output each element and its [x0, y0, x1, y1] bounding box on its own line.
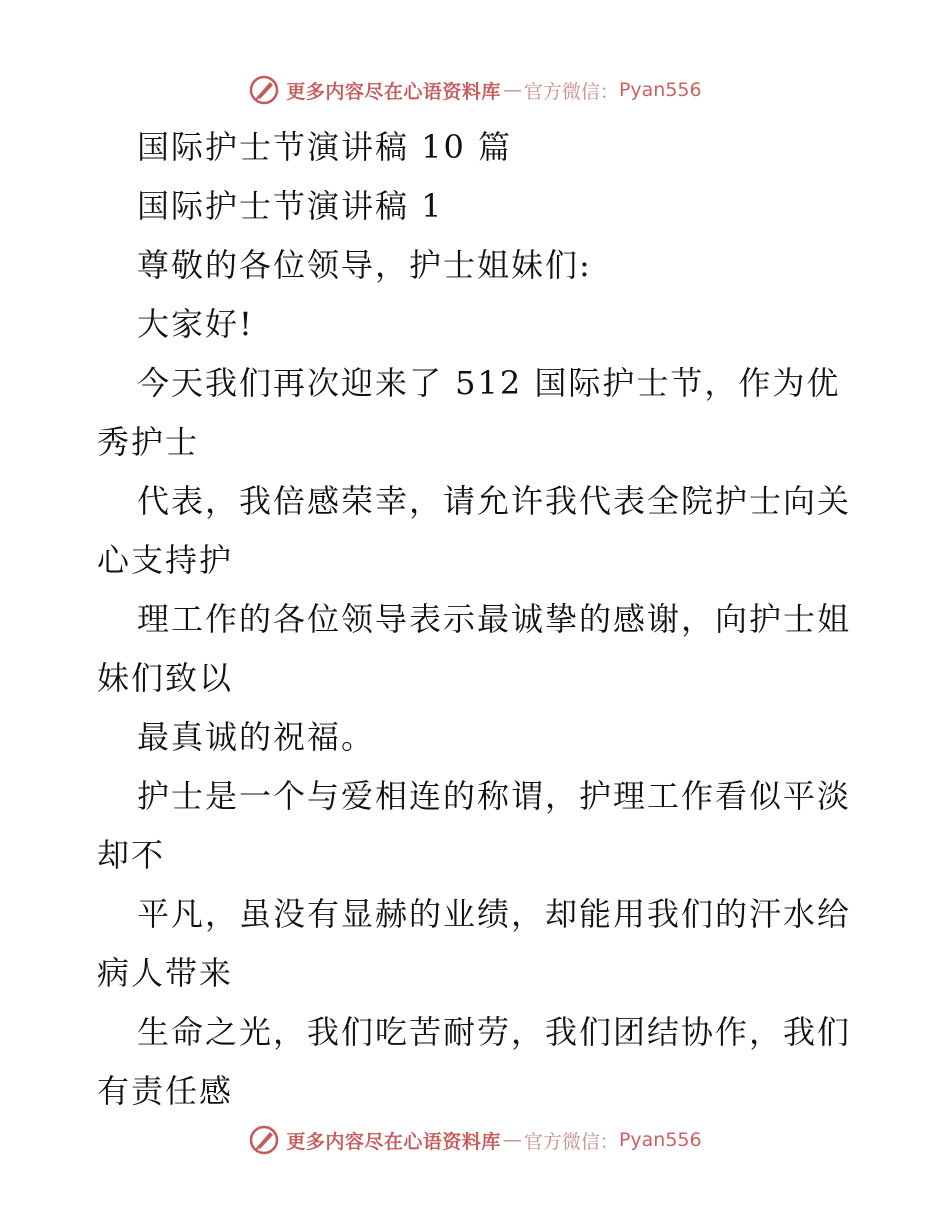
watermark-wechat-id: Pyan556 [618, 1129, 702, 1151]
watermark-wechat-id: Pyan556 [618, 79, 702, 101]
footer-watermark [0, 1120, 950, 1160]
watermark-contact-label: 官方微信： [523, 80, 619, 103]
text-line: 秀护士 [97, 423, 200, 461]
watermark-separator: — [502, 1129, 522, 1151]
text-line: 大家好! [137, 305, 254, 343]
text-line: 病人带来 [97, 954, 234, 992]
section-heading: 国际护士节演讲稿 1 [137, 187, 444, 225]
text-line: 今天我们再次迎来了 512 国际护士节，作为优 [137, 364, 841, 402]
text-line: 尊敬的各位领导，护士姐妹们: [137, 246, 592, 284]
text-line: 生命之光，我们吃苦耐劳，我们团结协作，我们 [137, 1013, 852, 1051]
header-watermark [0, 70, 950, 110]
text-line: 有责任感 [97, 1072, 234, 1110]
document-title: 国际护士节演讲稿 10 篇 [137, 128, 513, 166]
watermark-text: 更多内容尽在心语资料库 [286, 1130, 501, 1153]
text-line: 代表，我倍感荣幸，请允许我代表全院护士向关 [137, 482, 852, 520]
watermark-text: 更多内容尽在心语资料库 [286, 80, 501, 103]
text-line: 妹们致以 [97, 659, 234, 697]
quill-logo-icon [248, 1124, 280, 1156]
text-line: 却不 [97, 836, 166, 874]
text-line: 最真诚的祝福。 [137, 718, 376, 756]
watermark-contact-label: 官方微信： [523, 1130, 619, 1153]
text-line: 心支持护 [97, 541, 234, 579]
document-body [97, 118, 857, 1121]
watermark-separator: — [502, 79, 522, 101]
text-line: 理工作的各位领导表示最诚挚的感谢，向护士姐 [137, 600, 852, 638]
text-line: 护士是一个与爱相连的称谓，护理工作看似平淡 [137, 777, 852, 815]
text-line: 平凡，虽没有显赫的业绩，却能用我们的汗水给 [137, 895, 852, 933]
quill-logo-icon [248, 74, 280, 106]
